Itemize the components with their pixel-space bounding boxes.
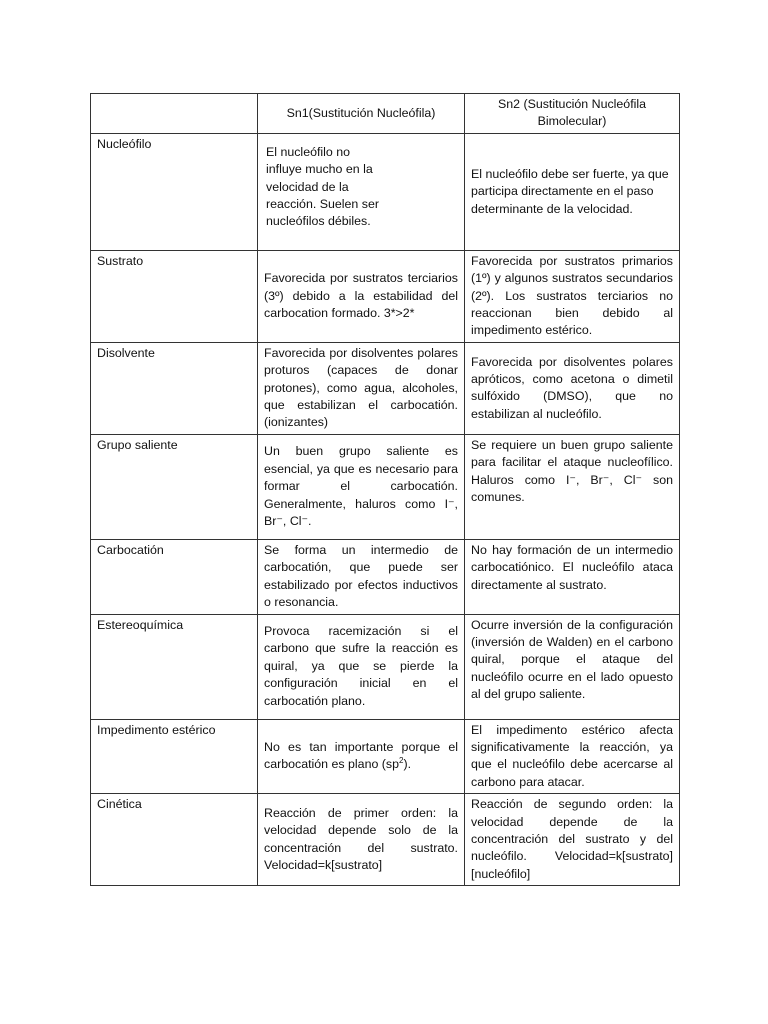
comparison-table	[90, 93, 680, 886]
sn2-cell: Favorecida por disolventes polares apróticos, como acetona o dimetil sulfóxido (DMSO), que no estabilizan al nucleófilo.	[465, 342, 680, 434]
table-row	[91, 614, 680, 719]
row-label: Impedimento estérico	[91, 719, 258, 794]
header-sn2: Sn2 (Sustitución Nucleófila Bimolecular)	[465, 94, 680, 134]
row-label: Estereoquímica	[91, 614, 258, 719]
header-sn1: Sn1(Sustitución Nucleófila)	[258, 94, 465, 134]
superscript: 2	[399, 756, 404, 766]
sn2-cell: Reacción de segundo orden: la velocidad depende de la concentración del sustrato y del nucleófilo. Velocidad=k[sustrato][nucleófilo]	[465, 794, 680, 886]
table-row	[91, 250, 680, 342]
sn1-text: El nucleófilo no influye mucho en la velocidad de la reacción. Suelen ser nucleófilos débiles.	[266, 144, 379, 229]
table-row	[91, 794, 680, 886]
row-label: Sustrato	[91, 250, 258, 342]
table-row	[91, 539, 680, 614]
row-label: Nucleófilo	[91, 133, 258, 250]
table-row	[91, 434, 680, 539]
sn2-cell: Favorecida por sustratos primarios (1º) y algunos sustratos secundarios (2º). Los sustratos terciarios no reaccionan bien debido al impedimento estérico.	[465, 250, 680, 342]
sn1-cell	[258, 719, 465, 794]
sn2-cell: No hay formación de un intermedio carbocatiónico. El nucleófilo ataca directamente al sustrato.	[465, 539, 680, 614]
sn1-cell: Reacción de primer orden: la velocidad depende solo de la concentración del sustrato. Velocidad=k[sustrato]	[258, 794, 465, 886]
table-row	[91, 719, 680, 794]
sn2-cell: Ocurre inversión de la configuración (inversión de Walden) en el carbono quiral, porque el ataque del nucleófilo ocurre en el lado opuesto al del grupo saliente.	[465, 614, 680, 719]
sn2-text: El nucleófilo debe ser fuerte, ya que participa directamente en el paso determinante de la velocidad.	[471, 166, 669, 216]
row-label: Disolvente	[91, 342, 258, 434]
row-label: Grupo saliente	[91, 434, 258, 539]
sn2-cell: Se requiere un buen grupo saliente para facilitar el ataque nucleofílico. Haluros como I⁻, Br⁻, Cl⁻ son comunes.	[465, 434, 680, 539]
sn1-cell: Provoca racemización si el carbono que sufre la reacción es quiral, ya que se pierde la configuración inicial en el carbocatión plano.	[258, 614, 465, 719]
table-header-row	[91, 94, 680, 134]
sn2-cell: El impedimento estérico afecta significativamente la reacción, ya que el nucleófilo debe acercarse al carbono para atacar.	[465, 719, 680, 794]
table-row	[91, 133, 680, 250]
sn1-cell: Favorecida por disolventes polares proturos (capaces de donar protones), como agua, alcoholes, que estabilizan el carbocatión. (ionizantes)	[258, 342, 465, 434]
sn1-cell	[258, 133, 465, 250]
sn2-cell	[465, 133, 680, 250]
sn1-cell: Un buen grupo saliente es esencial, ya que es necesario para formar el carbocatión. Generalmente, haluros como I⁻, Br⁻, Cl⁻.	[258, 434, 465, 539]
sn1-text: No es tan importante porque el carbocatión es plano (sp	[264, 739, 458, 772]
sn1-cell: Favorecida por sustratos terciarios (3º) debido a la estabilidad del carbocation formado. 3*>2*	[258, 250, 465, 342]
table-row	[91, 342, 680, 434]
row-label: Carbocatión	[91, 539, 258, 614]
sn1-text-end: ).	[403, 757, 412, 772]
header-empty-cell	[91, 94, 258, 134]
sn1-cell: Se forma un intermedio de carbocatión, que puede ser estabilizado por efectos inductivos o resonancia.	[258, 539, 465, 614]
row-label: Cinética	[91, 794, 258, 886]
